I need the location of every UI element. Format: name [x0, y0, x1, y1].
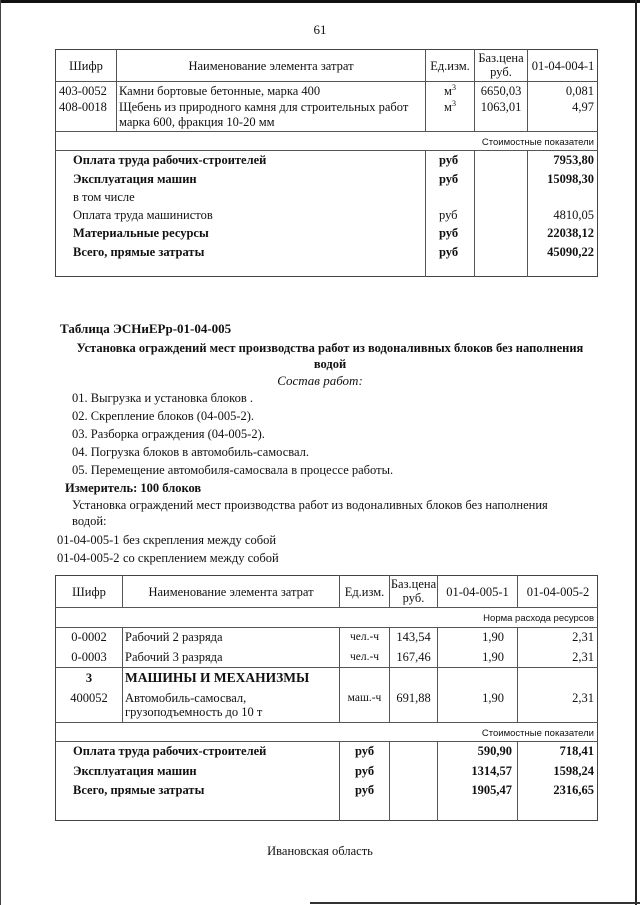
cost-label: Оплата труда рабочих-строителей [73, 153, 267, 167]
column-header-price: Баз.цена [390, 577, 437, 591]
resource-norm: 4,97 [572, 100, 594, 114]
resource-norm-2: 2,31 [572, 691, 594, 705]
column-header-variant-2: 01-04-005-2 [526, 585, 590, 599]
resource-norm-2: 2,31 [572, 630, 594, 644]
cost-label: Материальные ресурсы [73, 226, 209, 240]
resource-code: 0-0002 [71, 630, 107, 644]
resource-code: 0-0003 [71, 650, 107, 664]
cost-value: 45090,22 [547, 245, 594, 259]
work-item: 05. Перемещение автомобиля-самосвала в процессе работы. [72, 463, 394, 477]
table2-divider [389, 741, 390, 821]
resource-norm-1: 1,90 [482, 630, 504, 644]
norm-section-label: Норма расхода ресурсов [483, 613, 594, 624]
resource-price: 143,54 [396, 630, 431, 644]
resource-unit: чел.-ч [349, 651, 380, 663]
table1-divider [474, 150, 475, 277]
description-line: Установка ограждений мест производства работ из водоналивных блоков без наполнения [72, 498, 548, 512]
resource-price: 691,88 [396, 691, 431, 705]
table2-divider [122, 627, 123, 722]
work-item: 03. Разборка ограждения (04-005-2). [72, 427, 265, 441]
description-line: водой: [72, 514, 107, 528]
resource-code: 400052 [70, 691, 108, 705]
table1-divider [55, 131, 598, 132]
resource-name: Рабочий 2 разряда [125, 630, 223, 644]
cost-value: 22038,12 [547, 226, 594, 240]
column-header-variant-1: 01-04-005-1 [446, 585, 509, 599]
cost-unit: руб [355, 764, 375, 778]
table1-divider [55, 150, 598, 151]
resource-price: 167,46 [396, 650, 431, 664]
cost-label: в том числе [73, 190, 135, 204]
work-item: 02. Скрепление блоков (04-005-2). [72, 409, 255, 423]
table2-divider [55, 667, 598, 668]
group-code: 3 [85, 671, 93, 685]
resource-price: 1063,01 [480, 100, 522, 114]
work-item: 04. Погрузка блоков в автомобиль-самосвал. [72, 445, 310, 459]
scan-edge-bottom [310, 902, 640, 904]
table2-divider [55, 741, 598, 742]
cost-label: Оплата труда рабочих-строителей [73, 744, 267, 758]
section-heading [60, 340, 600, 372]
column-header-price-unit: руб. [490, 65, 512, 79]
cost-unit: руб [355, 783, 375, 797]
cost-label: Оплата труда машинистов [73, 208, 213, 222]
column-header-name: Наименование элемента затрат [188, 59, 354, 73]
cost-unit: руб [355, 744, 375, 758]
measure-unit: Измеритель: 100 блоков [65, 481, 202, 495]
section-heading-line: Установка ограждений мест производства работ из водоналивных блоков без наполнения [76, 341, 584, 355]
cost-label: Всего, прямые затраты [73, 783, 205, 797]
cost-unit: руб [439, 208, 458, 222]
resource-unit: маш.-ч [347, 692, 382, 704]
column-header-price: Баз.цена [478, 51, 524, 65]
resource-unit: $м^3$ [444, 83, 456, 98]
variant-text: со скреплением между собой [123, 551, 279, 565]
section-description [72, 497, 592, 529]
resource-norm-1: 1,90 [482, 650, 504, 664]
cost-value-1: 1314,57 [471, 764, 512, 778]
cost-value: 4810,05 [553, 208, 594, 222]
variant-text: без скрепления между собой [123, 533, 277, 547]
scan-edge-left [0, 0, 1, 905]
resource-name: Камни бортовые бетонные, марка 400 [119, 84, 321, 98]
cost-unit: руб [439, 153, 459, 167]
cost-value-2: 718,41 [559, 744, 594, 758]
cost-value: 15098,30 [547, 172, 594, 186]
column-header-name: Наименование элемента затрат [148, 585, 314, 599]
cost-unit: руб [439, 245, 459, 259]
work-item: 01. Выгрузка и установка блоков . [72, 391, 253, 405]
resource-name: Щебень из природного камня для строительных работ [119, 100, 409, 114]
resource-price: 6650,03 [480, 84, 522, 98]
resource-unit: чел.-ч [349, 631, 380, 643]
scan-edge-top [0, 0, 640, 3]
cost-section-label: Стоимостные показатели [481, 137, 594, 148]
variant-code: 01-04-005-2 [57, 551, 120, 565]
page-footer: Ивановская область [267, 844, 373, 858]
resource-name-cont: марка 600, фракция 10-20 мм [119, 115, 275, 129]
table2-divider [55, 627, 598, 628]
table2-divider [55, 607, 598, 608]
cost-label: Всего, прямые затраты [73, 245, 205, 259]
work-composition-heading: Состав работ: [277, 373, 363, 388]
cost-label: Эксплуатация машин [73, 172, 197, 186]
resource-code: 408-0018 [59, 100, 107, 114]
cost-section-label: Стоимостные показатели [481, 728, 594, 739]
variant-code: 01-04-005-1 [57, 533, 120, 547]
table1-divider [425, 150, 426, 277]
table2-divider [339, 741, 340, 821]
column-header-code: Шифр [72, 585, 106, 599]
column-header-code: Шифр [69, 59, 103, 73]
cost-value-2: 2316,65 [553, 783, 594, 797]
cost-unit: руб [439, 226, 459, 240]
cost-label: Эксплуатация машин [73, 764, 197, 778]
resource-name-cont: грузоподъемность до 10 т [125, 705, 263, 719]
resource-name: Рабочий 3 разряда [125, 650, 223, 664]
column-header-unit: Ед.изм. [430, 59, 470, 73]
column-header-unit: Ед.изм. [344, 585, 385, 599]
resource-norm-1: 1,90 [482, 691, 504, 705]
column-header-price-unit: руб. [402, 591, 425, 605]
scan-edge-right [635, 0, 637, 905]
table1-divider [55, 81, 598, 82]
cost-value: 7953,80 [553, 153, 594, 167]
table-title: Таблица ЭСНиЕРр-01-04-005 [60, 321, 232, 336]
group-name: МАШИНЫ И МЕХАНИЗМЫ [125, 670, 310, 685]
variant-item [57, 551, 279, 566]
cost-value-1: 590,90 [477, 744, 512, 758]
variant-item [57, 533, 276, 548]
table2-divider [55, 722, 598, 723]
resource-code: 403-0052 [59, 84, 107, 98]
resource-norm-2: 2,31 [572, 650, 594, 664]
resource-unit: $м^3$ [444, 99, 456, 114]
resource-norm: 0,081 [565, 84, 594, 98]
cost-value-1: 1905,47 [471, 783, 512, 797]
column-header-variant: 01-04-004-1 [531, 59, 595, 73]
page-number: 61 [313, 22, 327, 37]
section-heading-line: водой [313, 357, 347, 371]
cost-unit: руб [439, 172, 459, 186]
resource-name: Автомобиль-самосвал, [125, 691, 247, 705]
cost-value-2: 1598,24 [553, 764, 594, 778]
